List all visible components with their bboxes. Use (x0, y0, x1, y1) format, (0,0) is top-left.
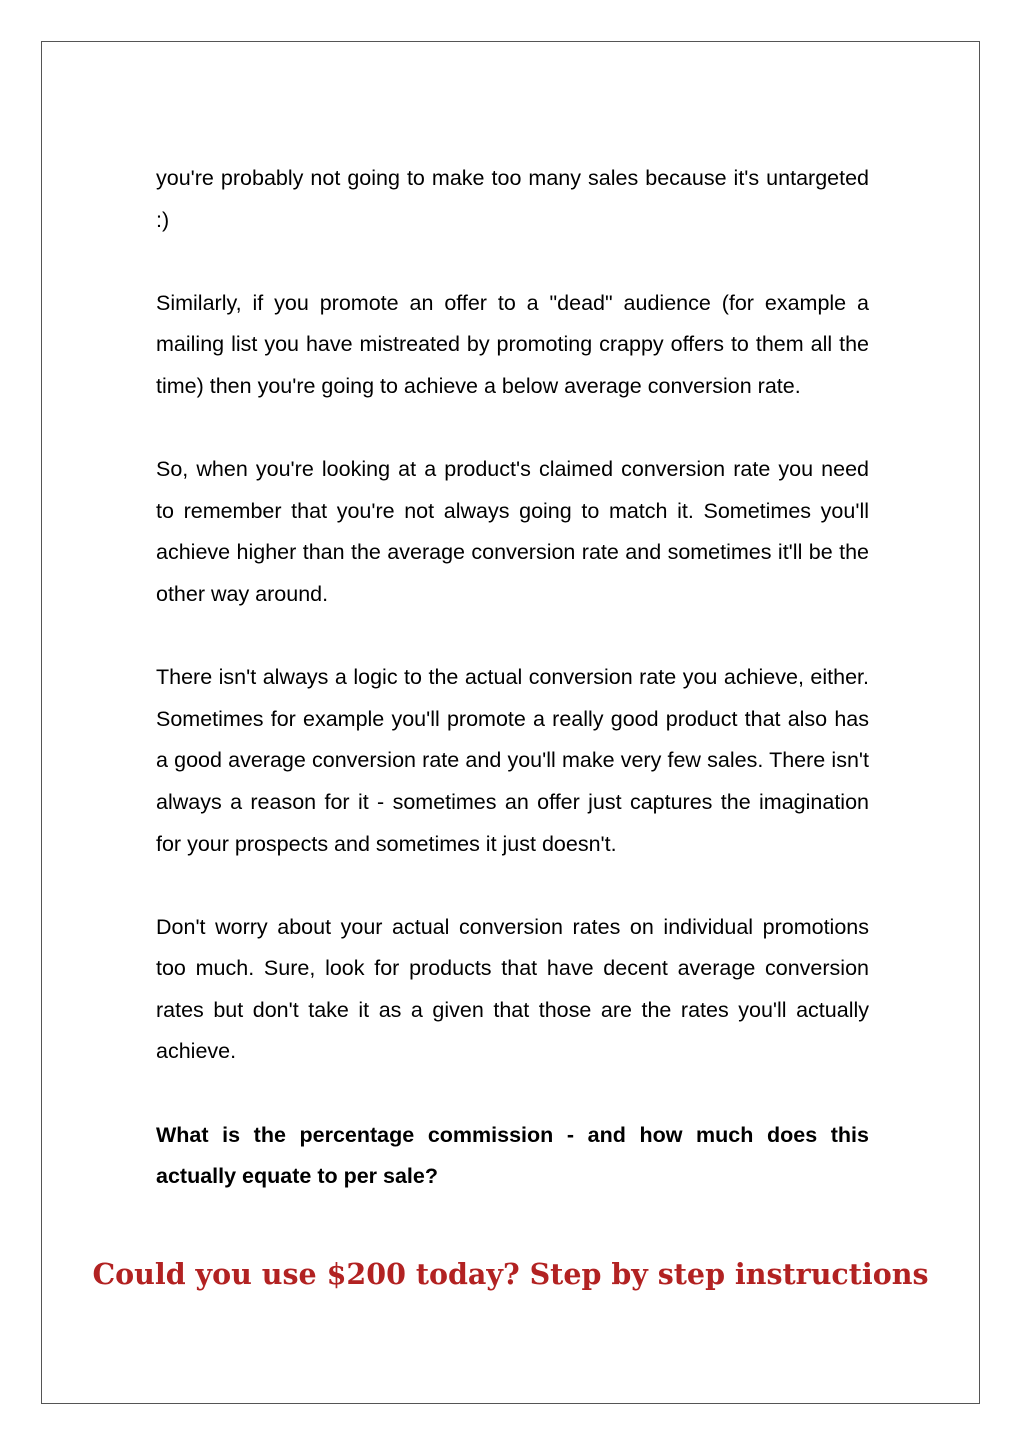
paragraph-3: So, when you're looking at a product's claimed conversion rate you need to remember that you're not always going to match it. Sometimes you'll achieve higher than the average conversion rate and sometimes it'll be the other way around. (156, 457, 869, 606)
section-heading: What is the percentage commission - and how much does this actually equate to per sale? (156, 1122, 869, 1189)
paragraph-1: you're probably not going to make too many sales because it's untargeted :) (156, 166, 869, 232)
promo-link[interactable]: Could you use $200 today? Step by step instructions (92, 1257, 929, 1291)
paragraph-4: There isn't always a logic to the actual conversion rate you achieve, either. Sometimes for example you'll promote a really good product that also has a good average conversion rate and you'll make very few sales. There isn't always a reason for it - sometimes an offer just captures the imagination for your prospects and sometimes it just doesn't. (156, 665, 869, 856)
paragraph-2: Similarly, if you promote an offer to a "dead" audience (for example a mailing list you have mistreated by promoting crappy offers to them all the time) then you're going to achieve a below average conversion rate. (156, 290, 869, 398)
paragraph-5: Don't worry about your actual conversion rates on individual promotions too much. Sure, look for products that have decent average conversion rates but don't take it as a given that those are the rates you'll actually achieve. (156, 914, 869, 1064)
document-page (41, 41, 980, 1404)
body-text (156, 158, 869, 1198)
